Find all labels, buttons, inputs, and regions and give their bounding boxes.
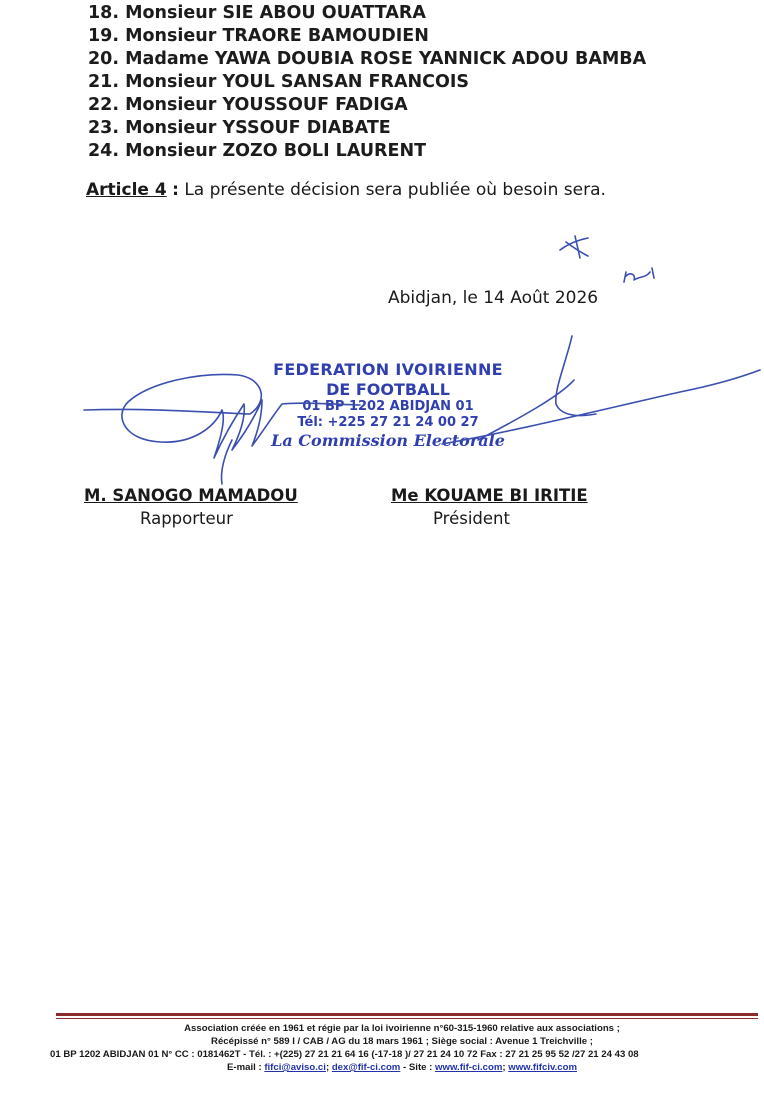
footer-rule [56, 1013, 758, 1016]
footer-line-2: Récépissé n° 589 I / CAB / AG du 18 mars 1961 ; Siège social : Avenue 1 Treichville ; [211, 1036, 593, 1047]
email-link-2[interactable]: dex@fif-ci.com [331, 1062, 401, 1073]
left-signature-tail [221, 440, 232, 484]
list-item: 22. Monsieur YOUSSOUF FADIGA [88, 95, 408, 115]
stamp-line-phone: Tél: +225 27 21 24 00 27 [297, 415, 479, 430]
list-item: 23. Monsieur YSSOUF DIABATE [88, 118, 391, 138]
email-link-1[interactable]: fifci@aviso.ci [264, 1062, 326, 1073]
list-item: 19. Monsieur TRAORE BAMOUDIEN [88, 26, 429, 46]
list-item: 20. Madame YAWA DOUBIA ROSE YANNICK ADOU BAMBA [88, 49, 647, 69]
site-label: - Site : [403, 1062, 433, 1073]
article-label: Article 4 [86, 180, 167, 200]
footer [40, 1022, 764, 1074]
signatory-right-role: Président [433, 509, 510, 528]
initial-mark-2 [624, 268, 654, 282]
stamp-line-commission: La Commission Electorale [271, 431, 505, 450]
federation-stamp [268, 360, 508, 451]
initial-mark-1 [560, 236, 588, 258]
site-link-1[interactable]: www.fif-ci.com [435, 1062, 503, 1073]
stamp-line-federation: FEDERATION IVOIRIENNE [273, 360, 503, 379]
article-4 [86, 180, 606, 200]
list-item: 18. Monsieur SIE ABOU OUATTARA [88, 3, 426, 23]
site-separator: ; [502, 1062, 506, 1073]
site-link-2[interactable]: www.fifciv.com [508, 1062, 578, 1073]
footer-line-3: 01 BP 1202 ABIDJAN 01 N° CC : 0181462T - Tél. : +(225) 27 21 21 64 16 (-17-18 )/ 27 21 24 10 72 Fax : 27 21 25 95 52 /27 21 24 43 08 [50, 1049, 639, 1060]
signatory-right-name: Me KOUAME BI IRITIE [391, 486, 588, 505]
footer-line-4 [40, 1061, 764, 1074]
signatory-left-name: M. SANOGO MAMADOU [84, 486, 298, 505]
list-item: 21. Monsieur YOUL SANSAN FRANCOIS [88, 72, 469, 92]
member-list [88, 2, 646, 163]
date-line: Abidjan, le 14 Août 2026 [388, 288, 599, 308]
article-colon: : [172, 180, 179, 200]
article-text: La présente décision sera publiée où besoin sera. [184, 180, 606, 200]
signatory-left-role: Rapporteur [140, 509, 233, 528]
stamp-line-football: DE FOOTBALL [326, 380, 450, 399]
footer-rule-thin [56, 1018, 758, 1019]
email-label: E-mail : [226, 1062, 262, 1073]
email-separator: ; [325, 1062, 330, 1073]
stamp-line-address: 01 BP 1202 ABIDJAN 01 [302, 399, 474, 414]
list-item: 24. Monsieur ZOZO BOLI LAURENT [88, 141, 427, 161]
footer-line-1: Association créée en 1961 et régie par la loi ivoirienne n°60-315-1960 relative aux associations ; [184, 1023, 620, 1034]
